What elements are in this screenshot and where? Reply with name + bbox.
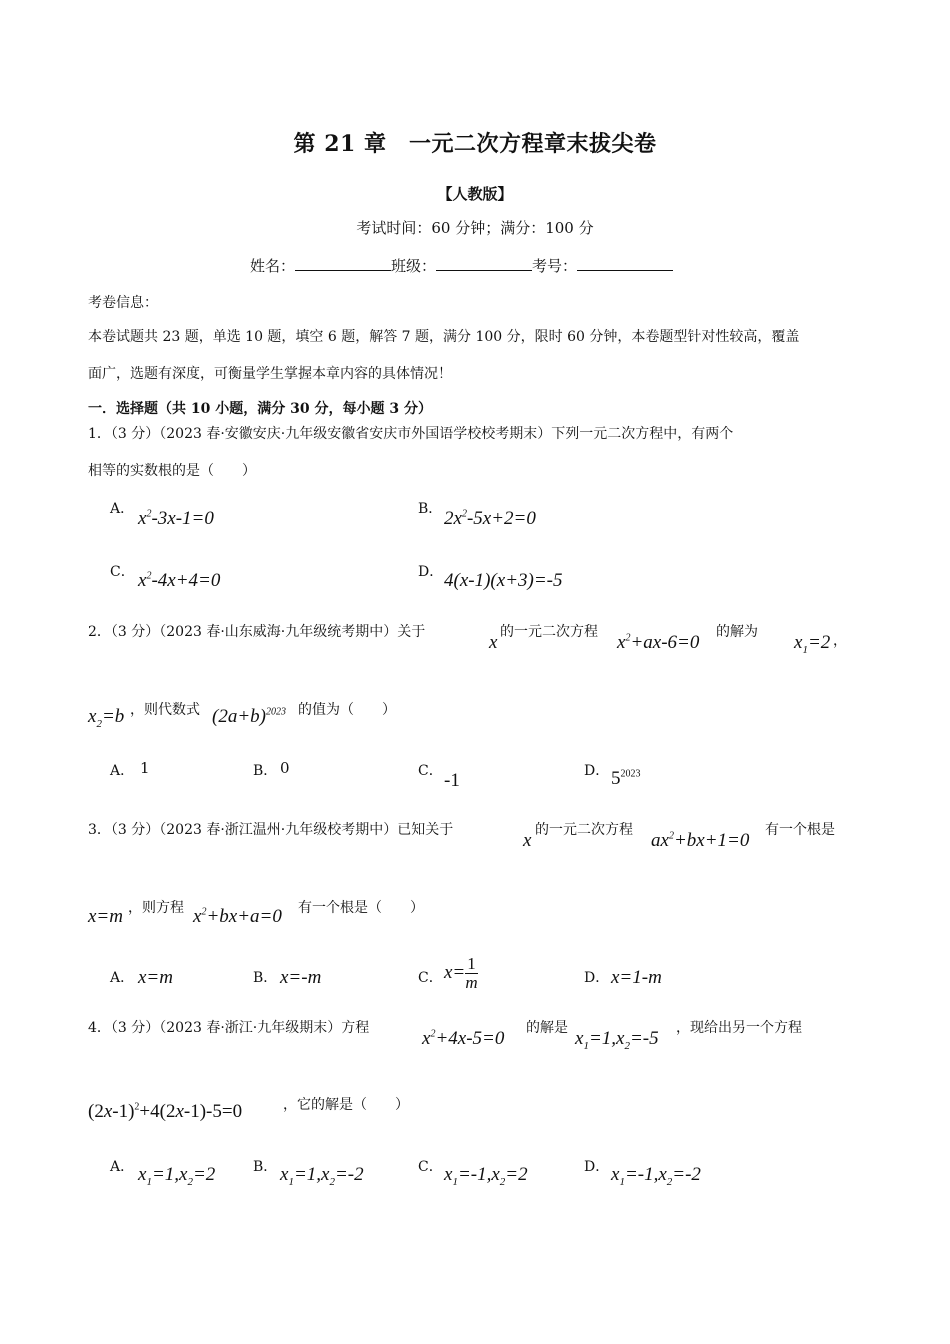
q2-option-a-value[interactable]: 1 xyxy=(140,759,150,777)
q1-option-d-equation[interactable]: 4(x-1)(x+3)=-5 xyxy=(444,570,563,591)
q4-equation-2: $(2x-1)^2+4(2x-1)-5=0$ xyxy=(88,1101,243,1122)
q4-option-c-label: C． xyxy=(418,1159,443,1175)
q2-equation: $x^2+ax-6=0$ xyxy=(617,632,700,653)
class-field[interactable] xyxy=(436,256,532,271)
q1-option-b-label: B． xyxy=(418,501,443,517)
class-label: 班级： xyxy=(391,257,437,275)
q4-roots: $x_1=1,x_2=-5$ xyxy=(575,1028,659,1052)
edition-label: 【人教版】 xyxy=(437,185,513,203)
q4-option-b-value[interactable]: $x_1=1,x_2=-2$ xyxy=(280,1164,364,1188)
q1-stem-line-2: 相等的实数根的是（ ） xyxy=(88,463,256,479)
q3-option-d-value[interactable]: x=1-m xyxy=(611,967,662,988)
q2-root-2: $x_2=b$ xyxy=(88,706,125,730)
name-label: 姓名： xyxy=(250,257,296,275)
q2-root-1: $x_1=2$ xyxy=(794,632,831,656)
q3-option-d-label: D． xyxy=(584,970,610,986)
q4-equation: $x^2+4x-5=0$ xyxy=(422,1028,505,1049)
q1-option-c-label: C． xyxy=(110,564,135,580)
q2-option-c-label: C． xyxy=(418,763,443,779)
q3-root: x=m xyxy=(88,906,123,927)
number-field[interactable] xyxy=(577,256,673,271)
q3-var-x: x xyxy=(523,830,532,851)
fraction: $\frac{1}{m}$ xyxy=(465,954,478,992)
q1-stem-line-1: 1．（3 分）（2023 春·安徽安庆·九年级安徽省安庆市外国语学校校考期末）下列一元二次方程中，有两个 xyxy=(88,426,734,442)
q4-option-d-label: D． xyxy=(584,1159,610,1175)
q2-option-a-label: A． xyxy=(110,763,135,779)
q4-option-a-value[interactable]: $x_1=1,x_2=2$ xyxy=(138,1164,216,1188)
q2-stem-line2-mid: ，则代数式 xyxy=(130,702,200,718)
q3-stem-tail: 有一个根是 xyxy=(765,822,835,838)
q3-stem-line2-mid: ，则方程 xyxy=(128,900,184,916)
q3-option-b-value[interactable]: x=-m xyxy=(280,967,322,988)
exam-info: 考试时间：60 分钟；满分：100 分 xyxy=(356,219,594,237)
q2-option-b-value[interactable]: 0 xyxy=(280,759,290,777)
q2-option-c-value[interactable]: -1 xyxy=(444,770,460,791)
q3-option-c-label: C． xyxy=(418,970,443,986)
q4-option-c-value[interactable]: $x_1=-1,x_2=2$ xyxy=(444,1164,528,1188)
q2-stem-prefix: 2．（3 分）（2023 春·山东威海·九年级统考期中）关于 xyxy=(88,624,426,640)
q3-option-b-label: B． xyxy=(253,970,278,986)
q2-stem-line2-tail: 的值为（ ） xyxy=(298,702,396,718)
q4-stem-tail: ，现给出另一个方程 xyxy=(676,1020,802,1036)
q3-option-c-value[interactable]: x= $\frac{1}{m}$ xyxy=(444,954,478,992)
notice-line-2: 面广，选题有深度，可衡量学生掌握本章内容的具体情况！ xyxy=(88,366,452,382)
q3-equation: $ax^2+bx+1=0$ xyxy=(651,830,750,851)
q3-stem-prefix: 3．（3 分）（2023 春·浙江温州·九年级校考期中）已知关于 xyxy=(88,822,454,838)
q1-option-d-label: D． xyxy=(418,564,444,580)
q3-stem-line2-tail: 有一个根是（ ） xyxy=(298,900,424,916)
number-label: 考号： xyxy=(532,257,578,275)
q4-option-d-value[interactable]: $x_1=-1,x_2=-2$ xyxy=(611,1164,701,1188)
q1-option-a-label: A． xyxy=(110,501,135,517)
q2-option-d-label: D． xyxy=(584,763,610,779)
q3-option-a-label: A． xyxy=(110,970,135,986)
q1-option-c-equation[interactable]: $x^2-4x+4=0$ xyxy=(138,570,221,591)
q4-option-a-label: A． xyxy=(110,1159,135,1175)
q2-stem-mid: 的一元二次方程 xyxy=(500,624,598,640)
q3-option-a-value[interactable]: x=m xyxy=(138,967,173,988)
q3-equation-2: $x^2+bx+a=0$ xyxy=(193,906,282,927)
q3-stem-mid: 的一元二次方程 xyxy=(535,822,633,838)
q4-stem-mid: 的解是 xyxy=(526,1020,568,1036)
q2-expression: $(2a+b)^{2023}$ xyxy=(212,706,286,727)
notice-heading: 考卷信息： xyxy=(88,295,158,311)
q2-comma: ， xyxy=(833,633,847,649)
q4-stem-line2-tail: ，它的解是（ ） xyxy=(283,1097,409,1113)
q1-option-b-equation[interactable]: $2x^2-5x+2=0$ xyxy=(444,508,536,529)
q2-var-x: x xyxy=(489,632,498,653)
q4-option-b-label: B． xyxy=(253,1159,278,1175)
q4-stem-prefix: 4．（3 分）（2023 春·浙江·九年级期末）方程 xyxy=(88,1020,370,1036)
page-title: 第 21 章 一元二次方程章末拔尖卷 xyxy=(293,131,657,157)
q2-option-d-value[interactable]: $5^{2023}$ xyxy=(611,768,641,789)
q2-stem-mid2: 的解为 xyxy=(716,624,758,640)
student-info-row xyxy=(250,255,673,276)
q2-option-b-label: B． xyxy=(253,763,278,779)
name-field[interactable] xyxy=(295,256,391,271)
section-heading: 一．选择题（共 10 小题，满分 30 分，每小题 3 分） xyxy=(88,401,432,417)
notice-line-1: 本卷试题共 23 题，单选 10 题，填空 6 题，解答 7 题，满分 100 分，限时 60 分钟，本卷题型针对性较高，覆盖 xyxy=(88,329,800,345)
q1-option-a-equation[interactable]: $x^2-3x-1=0$ xyxy=(138,508,214,529)
